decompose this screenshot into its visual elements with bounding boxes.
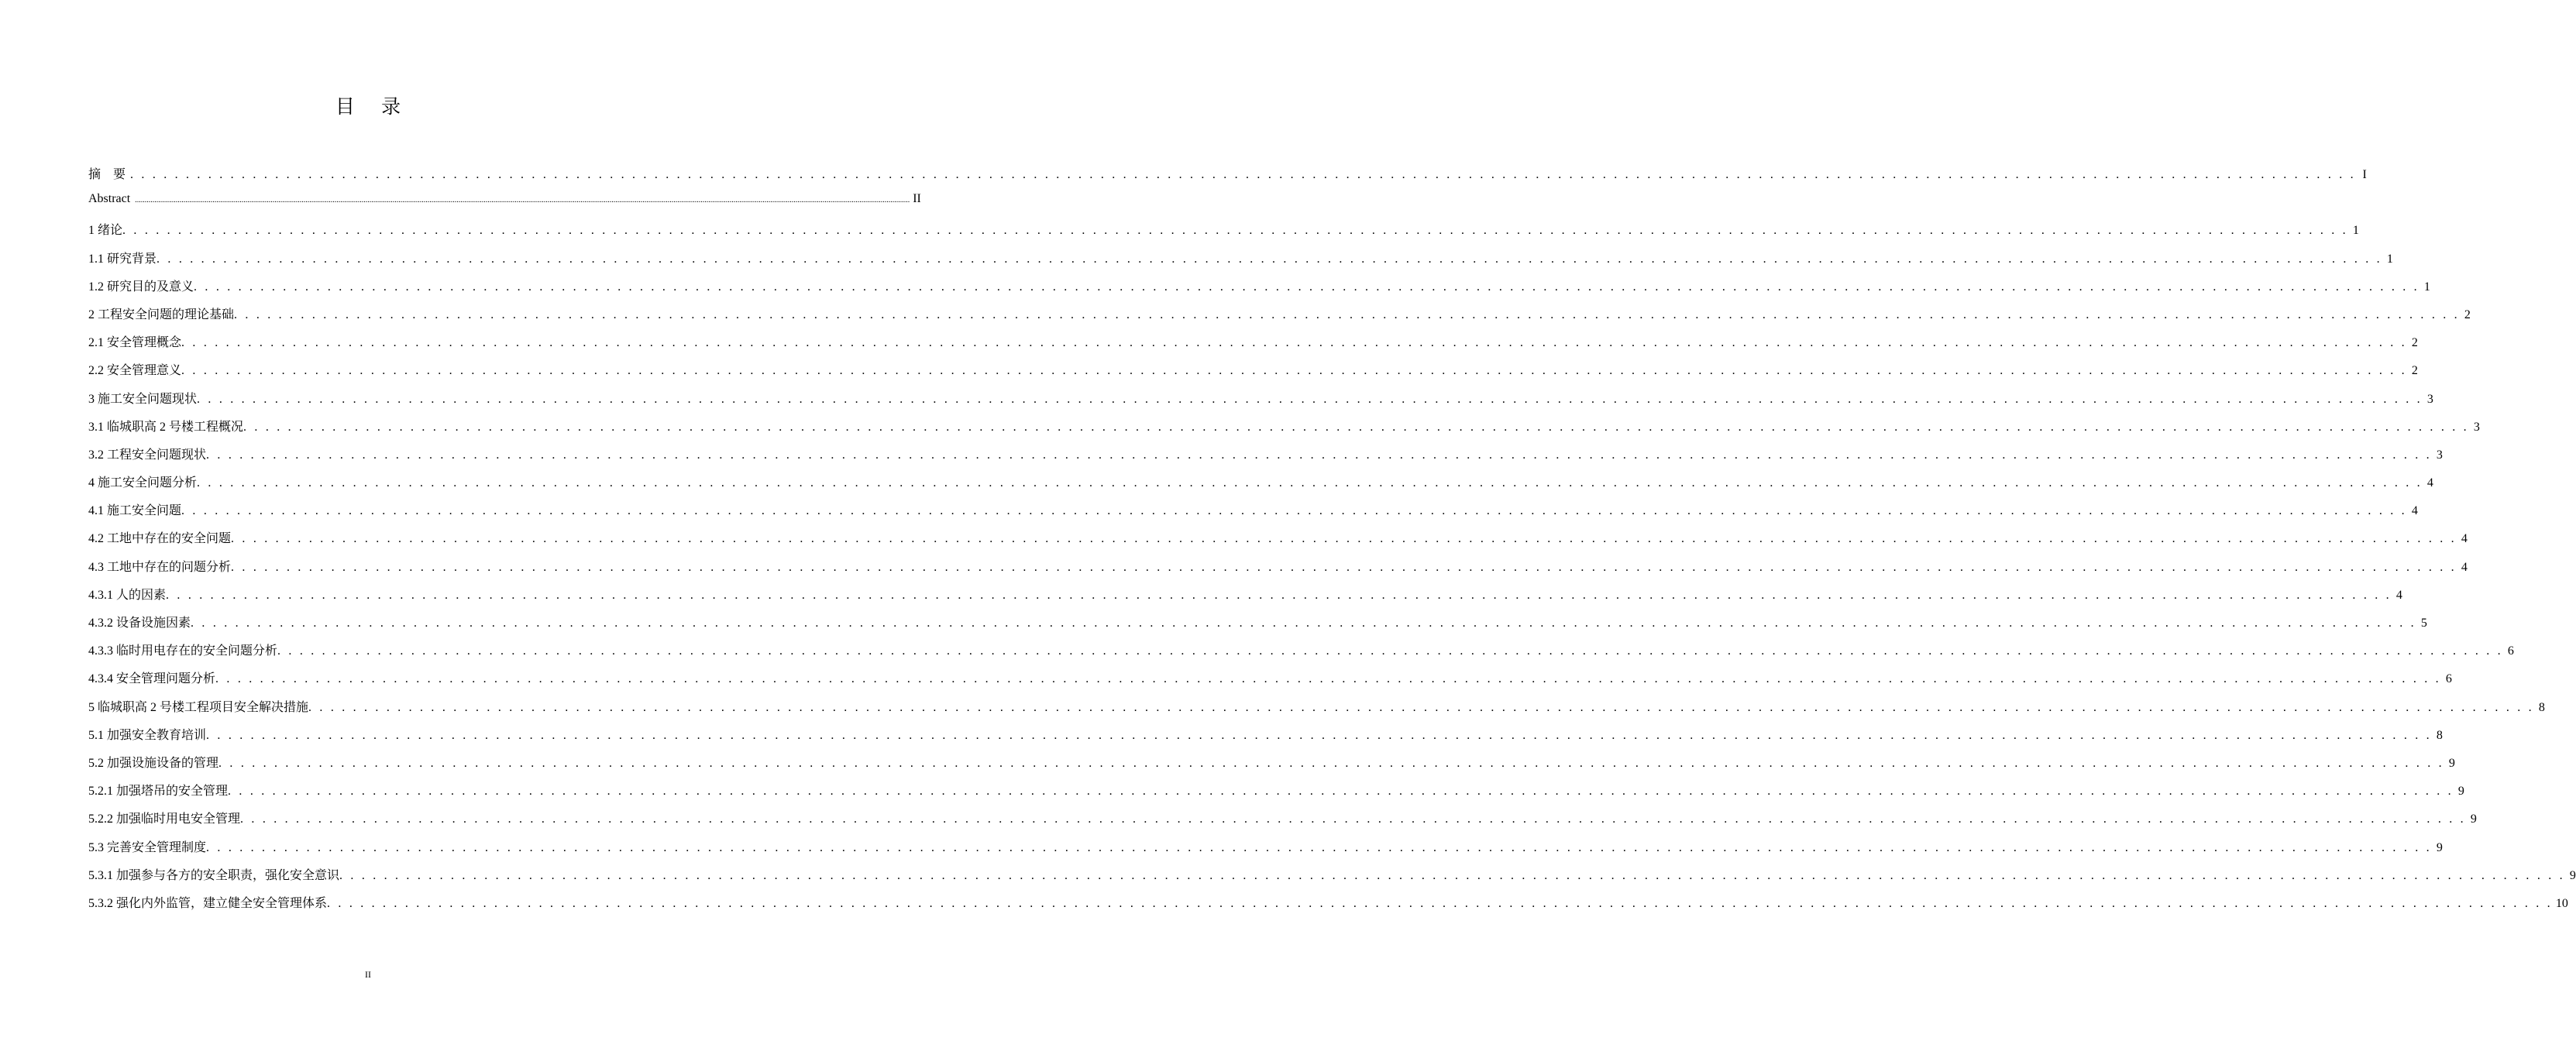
toc-entry[interactable] (88, 249, 2393, 277)
toc-entry-label: 5.3.2 强化内外监管，建立健全安全管理体系 (88, 896, 328, 910)
toc-entry-label: 5.2.1 加强塔吊的安全管理 (88, 785, 229, 799)
toc-entry[interactable] (88, 417, 2480, 445)
toc-entry-page: 9 (2448, 756, 2455, 770)
toc-entry-label: 3 施工安全问题现状 (88, 392, 198, 406)
toc-entry-label: 2.2 安全管理意义 (88, 364, 182, 378)
toc-leader-dots: . . . . . . . . . . . . . . . . . . . . . . . . . . . . . . . . . . . . . . . . . . . . . . . . . . . . . . . . . . . . . . . . . . . . . . . . . . . . . . . . . . . . . . . . . . . . . . . . . . . . . . . . . . . . . . . . . . . . . . . . . . . . . . . . . . . . . . . . . . . . . . . . . . . . . . . . . . . . . . . . . . . . . . . . . . . . . . . . . . . . . . . . . . . . . . . . . . . . . . . . (308, 700, 2534, 714)
toc-leader-dots: ................................................................................................................................................................................................................................................................................................................................................................................................................ (135, 196, 910, 205)
toc-entry-label: 5.3.1 加强参与各方的安全职责，强化安全意识 (88, 868, 340, 882)
toc-entry-page: 4 (2411, 504, 2418, 518)
toc-entry-page: 10 (2555, 896, 2568, 910)
toc-entry-label: 摘 要 (88, 168, 131, 181)
toc-entry[interactable] (88, 360, 2418, 388)
toc-entry[interactable] (88, 865, 2576, 893)
toc-entry-page: 4 (2395, 588, 2402, 602)
toc-entry-page: 4 (2461, 532, 2468, 546)
toc-leader-dots: . . . . . . . . . . . . . . . . . . . . . . . . . . . . . . . . . . . . . . . . . . . . . . . . . . . . . . . . . . . . . . . . . . . . . . . . . . . . . . . . . . . . . . . . . . . . . . . . . . . . . . . . . . . . . . . . . . . . . . . . . . . . . . . . . . . . . . . . . . . . . . . . . . . . . . . . . . . . . . . . . . . . . . . . . . . . . . . . . . . . . . . . . . . . . . . . . . . . . . . . (231, 560, 2457, 574)
toc-leader-dots: . . . . . . . . . . . . . . . . . . . . . . . . . . . . . . . . . . . . . . . . . . . . . . . . . . . . . . . . . . . . . . . . . . . . . . . . . . . . . . . . . . . . . . . . . . . . . . . . . . . . . . . . . . . . . . . . . . . . . . . . . . . . . . . . . . . . . . . . . . . . . . . . . . . . . . . . . . . . . . . . . . . . . . . . . . . . . . . . . . . . . . . . . . . . . . . . . . . . . . . . (156, 252, 2382, 266)
toc-entry[interactable] (88, 500, 2418, 528)
toc-entry-label: 4.3.1 人的因素 (88, 588, 167, 602)
toc-entry-page: 8 (2436, 728, 2443, 742)
toc-leader-dots: . . . . . . . . . . . . . . . . . . . . . . . . . . . . . . . . . . . . . . . . . . . . . . . . . . . . . . . . . . . . . . . . . . . . . . . . . . . . . . . . . . . . . . . . . . . . . . . . . . . . . . . . . . . . . . . . . . . . . . . . . . . . . . . . . . . . . . . . . . . . . . . . . . . . . . . . . . . . . . . . . . . . . . . . . . . . . . . . . . . . . . . . . . . . . . . . . . . . . . . . (243, 420, 2469, 434)
toc-entry[interactable] (88, 304, 2471, 332)
toc-entry-label: 4.3 工地中存在的问题分析 (88, 560, 232, 574)
toc-entry[interactable] (88, 332, 2418, 360)
toc-entry-label: 1.1 研究背景 (88, 252, 157, 266)
toc-leader-dots: . . . . . . . . . . . . . . . . . . . . . . . . . . . . . . . . . . . . . . . . . . . . . . . . . . . . . . . . . . . . . . . . . . . . . . . . . . . . . . . . . . . . . . . . . . . . . . . . . . . . . . . . . . . . . . . . . . . . . . . . . . . . . . . . . . . . . . . . . . . . . . . . . . . . . . . . . . . . . . . . . . . . . . . . . . . . . . . . . . . . . . . . . . . . . . . . . . . . . . . . (191, 617, 2416, 630)
toc-entry-page: 9 (2470, 813, 2477, 826)
toc-leader-dots: . . . . . . . . . . . . . . . . . . . . . . . . . . . . . . . . . . . . . . . . . . . . . . . . . . . . . . . . . . . . . . . . . . . . . . . . . . . . . . . . . . . . . . . . . . . . . . . . . . . . . . . . . . . . . . . . . . . . . . . . . . . . . . . . . . . . . . . . . . . . . . . . . . . . . . . . . . . . . . . . . . . . . . . . . . . . . . . . . . . . . . . . . . . . . . . . . . . . . . . . (206, 840, 2432, 854)
toc-entry[interactable] (88, 725, 2443, 753)
toc-entry-label: 4.3.2 设备设施因素 (88, 617, 191, 630)
toc-entry-label: 3.1 临城职高 2 号楼工程概况 (88, 420, 244, 434)
toc-leader-dots: . . . . . . . . . . . . . . . . . . . . . . . . . . . . . . . . . . . . . . . . . . . . . . . . . . . . . . . . . . . . . . . . . . . . . . . . . . . . . . . . . . . . . . . . . . . . . . . . . . . . . . . . . . . . . . . . . . . . . . . . . . . . . . . . . . . . . . . . . . . . . . . . . . . . . . . . . . . . . . . . . . . . . . . . . . . . . . . . . . . . . . . . . . . . . . . . . . . . . . . . (327, 896, 2553, 910)
toc-entry[interactable] (88, 557, 2468, 585)
page-number-footer: II (365, 969, 371, 980)
toc-leader-dots: . . . . . . . . . . . . . . . . . . . . . . . . . . . . . . . . . . . . . . . . . . . . . . . . . . . . . . . . . . . . . . . . . . . . . . . . . . . . . . . . . . . . . . . . . . . . . . . . . . . . . . . . . . . . . . . . . . . . . . . . . . . . . . . . . . . . . . . . . . . . . . . . . . . . . . . . . . . . . . . . . . . . . . . . . . . . . . . . . . . . . . . . . . . . . . . . . . . . . . . . (181, 504, 2407, 518)
toc-leader-dots: . . . . . . . . . . . . . . . . . . . . . . . . . . . . . . . . . . . . . . . . . . . . . . . . . . . . . . . . . . . . . . . . . . . . . . . . . . . . . . . . . . . . . . . . . . . . . . . . . . . . . . . . . . . . . . . . . . . . . . . . . . . . . . . . . . . . . . . . . . . . . . . . . . . . . . . . . . . . . . . . . . . . . . . . . . . . . . . . . . . . . . . . . . . . . . . . . . . . . . . . (130, 168, 2356, 181)
toc-entry-label: 5.2 加强设施设备的管理 (88, 756, 219, 770)
toc-entry-page: 8 (2538, 700, 2545, 714)
toc-entry-page: 4 (2426, 476, 2433, 490)
toc-entry-page: 6 (2445, 672, 2452, 686)
toc-leader-dots: . . . . . . . . . . . . . . . . . . . . . . . . . . . . . . . . . . . . . . . . . . . . . . . . . . . . . . . . . . . . . . . . . . . . . . . . . . . . . . . . . . . . . . . . . . . . . . . . . . . . . . . . . . . . . . . . . . . . . . . . . . . . . . . . . . . . . . . . . . . . . . . . . . . . . . . . . . . . . . . . . . . . . . . . . . . . . . . . . . . . . . . . . . . . . . . . . . . . . . . . (181, 336, 2407, 350)
toc-entry[interactable] (88, 389, 2433, 417)
toc-entry-page: 3 (2473, 420, 2480, 434)
toc-leader-dots: . . . . . . . . . . . . . . . . . . . . . . . . . . . . . . . . . . . . . . . . . . . . . . . . . . . . . . . . . . . . . . . . . . . . . . . . . . . . . . . . . . . . . . . . . . . . . . . . . . . . . . . . . . . . . . . . . . . . . . . . . . . . . . . . . . . . . . . . . . . . . . . . . . . . . . . . . . . . . . . . . . . . . . . . . . . . . . . . . . . . . . . . . . . . . . . . . . . . . . . . (197, 476, 2423, 490)
toc-entry-page: II (913, 192, 921, 206)
toc-entry[interactable] (88, 528, 2468, 556)
toc-entry[interactable] (88, 837, 2443, 865)
toc-entry-page: 2 (2464, 307, 2471, 321)
toc-entry-page: 2 (2411, 336, 2418, 350)
table-of-contents (88, 164, 2576, 921)
page-title: 目 录 (335, 97, 412, 118)
toc-entry-label: 1.2 研究目的及意义 (88, 280, 194, 294)
toc-leader-dots: . . . . . . . . . . . . . . . . . . . . . . . . . . . . . . . . . . . . . . . . . . . . . . . . . . . . . . . . . . . . . . . . . . . . . . . . . . . . . . . . . . . . . . . . . . . . . . . . . . . . . . . . . . . . . . . . . . . . . . . . . . . . . . . . . . . . . . . . . . . . . . . . . . . . . . . . . . . . . . . . . . . . . . . . . . . . . . . . . . . . . . . . . . . . . . . . . . . . . . . . (122, 224, 2348, 238)
toc-leader-dots: . . . . . . . . . . . . . . . . . . . . . . . . . . . . . . . . . . . . . . . . . . . . . . . . . . . . . . . . . . . . . . . . . . . . . . . . . . . . . . . . . . . . . . . . . . . . . . . . . . . . . . . . . . . . . . . . . . . . . . . . . . . . . . . . . . . . . . . . . . . . . . . . . . . . . . . . . . . . . . . . . . . . . . . . . . . . . . . . . . . . . . . . . . . . . . . . . . . . . . . . (206, 728, 2432, 742)
toc-entry-label: 2.1 安全管理概念 (88, 336, 182, 350)
toc-entry-label: 5 临城职高 2 号楼工程项目安全解决措施 (88, 700, 309, 714)
toc-entry-page: 2 (2411, 364, 2418, 378)
toc-entry-label: 4 施工安全问题分析 (88, 476, 198, 490)
toc-leader-dots: . . . . . . . . . . . . . . . . . . . . . . . . . . . . . . . . . . . . . . . . . . . . . . . . . . . . . . . . . . . . . . . . . . . . . . . . . . . . . . . . . . . . . . . . . . . . . . . . . . . . . . . . . . . . . . . . . . . . . . . . . . . . . . . . . . . . . . . . . . . . . . . . . . . . . . . . . . . . . . . . . . . . . . . . . . . . . . . . . . . . . . . . . . . . . . . . . . . . . . . . (215, 672, 2441, 686)
toc-entry-page: 4 (2461, 560, 2468, 574)
toc-entry-page: 3 (2426, 392, 2433, 406)
toc-leader-dots: . . . . . . . . . . . . . . . . . . . . . . . . . . . . . . . . . . . . . . . . . . . . . . . . . . . . . . . . . . . . . . . . . . . . . . . . . . . . . . . . . . . . . . . . . . . . . . . . . . . . . . . . . . . . . . . . . . . . . . . . . . . . . . . . . . . . . . . . . . . . . . . . . . . . . . . . . . . . . . . . . . . . . . . . . . . . . . . . . . . . . . . . . . . . . . . . . . . . . . . . (240, 813, 2466, 826)
toc-entry[interactable] (88, 668, 2452, 696)
toc-entry-page: 1 (2423, 280, 2430, 294)
toc-entry-page: 9 (2457, 785, 2464, 799)
toc-entry[interactable] (88, 164, 2367, 192)
toc-entry-page: 9 (2569, 868, 2576, 882)
toc-leader-dots: . . . . . . . . . . . . . . . . . . . . . . . . . . . . . . . . . . . . . . . . . . . . . . . . . . . . . . . . . . . . . . . . . . . . . . . . . . . . . . . . . . . . . . . . . . . . . . . . . . . . . . . . . . . . . . . . . . . . . . . . . . . . . . . . . . . . . . . . . . . . . . . . . . . . . . . . . . . . . . . . . . . . . . . . . . . . . . . . . . . . . . . . . . . . . . . . . . . . . . . . (197, 392, 2423, 406)
toc-leader-dots: . . . . . . . . . . . . . . . . . . . . . . . . . . . . . . . . . . . . . . . . . . . . . . . . . . . . . . . . . . . . . . . . . . . . . . . . . . . . . . . . . . . . . . . . . . . . . . . . . . . . . . . . . . . . . . . . . . . . . . . . . . . . . . . . . . . . . . . . . . . . . . . . . . . . . . . . . . . . . . . . . . . . . . . . . . . . . . . . . . . . . . . . . . . . . . . . . . . . . . . . (206, 448, 2432, 462)
toc-entry-label: 4.1 施工安全问题 (88, 504, 182, 518)
toc-entry-page: 1 (2352, 224, 2359, 238)
toc-entry[interactable] (88, 277, 2430, 304)
toc-entry-label: 5.1 加强安全教育培训 (88, 728, 207, 742)
toc-entry-label: 1 绪论 (88, 224, 123, 238)
toc-leader-dots: . . . . . . . . . . . . . . . . . . . . . . . . . . . . . . . . . . . . . . . . . . . . . . . . . . . . . . . . . . . . . . . . . . . . . . . . . . . . . . . . . . . . . . . . . . . . . . . . . . . . . . . . . . . . . . . . . . . . . . . . . . . . . . . . . . . . . . . . . . . . . . . . . . . . . . . . . . . . . . . . . . . . . . . . . . . . . . . . . . . . . . . . . . . . . . . . . . . . . . . . (166, 588, 2392, 602)
toc-entry[interactable] (88, 781, 2464, 809)
toc-entry-label: 5.2.2 加强临时用电安全管理 (88, 813, 241, 826)
toc-entry[interactable] (88, 192, 921, 220)
toc-entry[interactable] (88, 613, 2427, 641)
toc-leader-dots: . . . . . . . . . . . . . . . . . . . . . . . . . . . . . . . . . . . . . . . . . . . . . . . . . . . . . . . . . . . . . . . . . . . . . . . . . . . . . . . . . . . . . . . . . . . . . . . . . . . . . . . . . . . . . . . . . . . . . . . . . . . . . . . . . . . . . . . . . . . . . . . . . . . . . . . . . . . . . . . . . . . . . . . . . . . . . . . . . . . . . . . . . . . . . . . . . . . . . . . . (231, 532, 2457, 546)
toc-entry[interactable] (88, 893, 2568, 921)
toc-entry[interactable] (88, 809, 2477, 837)
toc-entry-label: 2 工程安全问题的理论基础 (88, 307, 235, 321)
toc-entry-page: 1 (2386, 252, 2393, 266)
toc-entry-page: 6 (2507, 644, 2514, 658)
toc-entry[interactable] (88, 472, 2433, 500)
toc-entry[interactable] (88, 585, 2402, 613)
toc-entry-page: 9 (2436, 840, 2443, 854)
toc-entry-label: 4.2 工地中存在的安全问题 (88, 532, 232, 546)
toc-entry-label: Abstract (88, 192, 131, 206)
toc-entry-label: 5.3 完善安全管理制度 (88, 840, 207, 854)
toc-leader-dots: . . . . . . . . . . . . . . . . . . . . . . . . . . . . . . . . . . . . . . . . . . . . . . . . . . . . . . . . . . . . . . . . . . . . . . . . . . . . . . . . . . . . . . . . . . . . . . . . . . . . . . . . . . . . . . . . . . . . . . . . . . . . . . . . . . . . . . . . . . . . . . . . . . . . . . . . . . . . . . . . . . . . . . . . . . . . . . . . . . . . . . . . . . . . . . . . . . . . . . . . (339, 868, 2565, 882)
toc-entry-label: 4.3.4 安全管理问题分析 (88, 672, 216, 686)
toc-entry[interactable] (88, 220, 2359, 248)
toc-entry-page: 3 (2436, 448, 2443, 462)
toc-leader-dots: . . . . . . . . . . . . . . . . . . . . . . . . . . . . . . . . . . . . . . . . . . . . . . . . . . . . . . . . . . . . . . . . . . . . . . . . . . . . . . . . . . . . . . . . . . . . . . . . . . . . . . . . . . . . . . . . . . . . . . . . . . . . . . . . . . . . . . . . . . . . . . . . . . . . . . . . . . . . . . . . . . . . . . . . . . . . . . . . . . . . . . . . . . . . . . . . . . . . . . . . (218, 756, 2444, 770)
toc-leader-dots: . . . . . . . . . . . . . . . . . . . . . . . . . . . . . . . . . . . . . . . . . . . . . . . . . . . . . . . . . . . . . . . . . . . . . . . . . . . . . . . . . . . . . . . . . . . . . . . . . . . . . . . . . . . . . . . . . . . . . . . . . . . . . . . . . . . . . . . . . . . . . . . . . . . . . . . . . . . . . . . . . . . . . . . . . . . . . . . . . . . . . . . . . . . . . . . . . . . . . . . . (181, 364, 2407, 378)
toc-entry[interactable] (88, 641, 2514, 668)
toc-entry[interactable] (88, 697, 2545, 725)
toc-leader-dots: . . . . . . . . . . . . . . . . . . . . . . . . . . . . . . . . . . . . . . . . . . . . . . . . . . . . . . . . . . . . . . . . . . . . . . . . . . . . . . . . . . . . . . . . . . . . . . . . . . . . . . . . . . . . . . . . . . . . . . . . . . . . . . . . . . . . . . . . . . . . . . . . . . . . . . . . . . . . . . . . . . . . . . . . . . . . . . . . . . . . . . . . . . . . . . . . . . . . . . . . (277, 644, 2503, 658)
toc-entry-page: I (2362, 168, 2367, 181)
toc-entry[interactable] (88, 753, 2455, 781)
toc-leader-dots: . . . . . . . . . . . . . . . . . . . . . . . . . . . . . . . . . . . . . . . . . . . . . . . . . . . . . . . . . . . . . . . . . . . . . . . . . . . . . . . . . . . . . . . . . . . . . . . . . . . . . . . . . . . . . . . . . . . . . . . . . . . . . . . . . . . . . . . . . . . . . . . . . . . . . . . . . . . . . . . . . . . . . . . . . . . . . . . . . . . . . . . . . . . . . . . . . . . . . . . . (234, 307, 2460, 321)
toc-entry-label: 3.2 工程安全问题现状 (88, 448, 207, 462)
toc-entry-page: 5 (2420, 617, 2427, 630)
toc-entry[interactable] (88, 445, 2443, 472)
toc-leader-dots: . . . . . . . . . . . . . . . . . . . . . . . . . . . . . . . . . . . . . . . . . . . . . . . . . . . . . . . . . . . . . . . . . . . . . . . . . . . . . . . . . . . . . . . . . . . . . . . . . . . . . . . . . . . . . . . . . . . . . . . . . . . . . . . . . . . . . . . . . . . . . . . . . . . . . . . . . . . . . . . . . . . . . . . . . . . . . . . . . . . . . . . . . . . . . . . . . . . . . . . . (228, 785, 2454, 799)
toc-leader-dots: . . . . . . . . . . . . . . . . . . . . . . . . . . . . . . . . . . . . . . . . . . . . . . . . . . . . . . . . . . . . . . . . . . . . . . . . . . . . . . . . . . . . . . . . . . . . . . . . . . . . . . . . . . . . . . . . . . . . . . . . . . . . . . . . . . . . . . . . . . . . . . . . . . . . . . . . . . . . . . . . . . . . . . . . . . . . . . . . . . . . . . . . . . . . . . . . . . . . . . . . (194, 280, 2420, 294)
toc-entry-label: 4.3.3 临时用电存在的安全问题分析 (88, 644, 278, 658)
